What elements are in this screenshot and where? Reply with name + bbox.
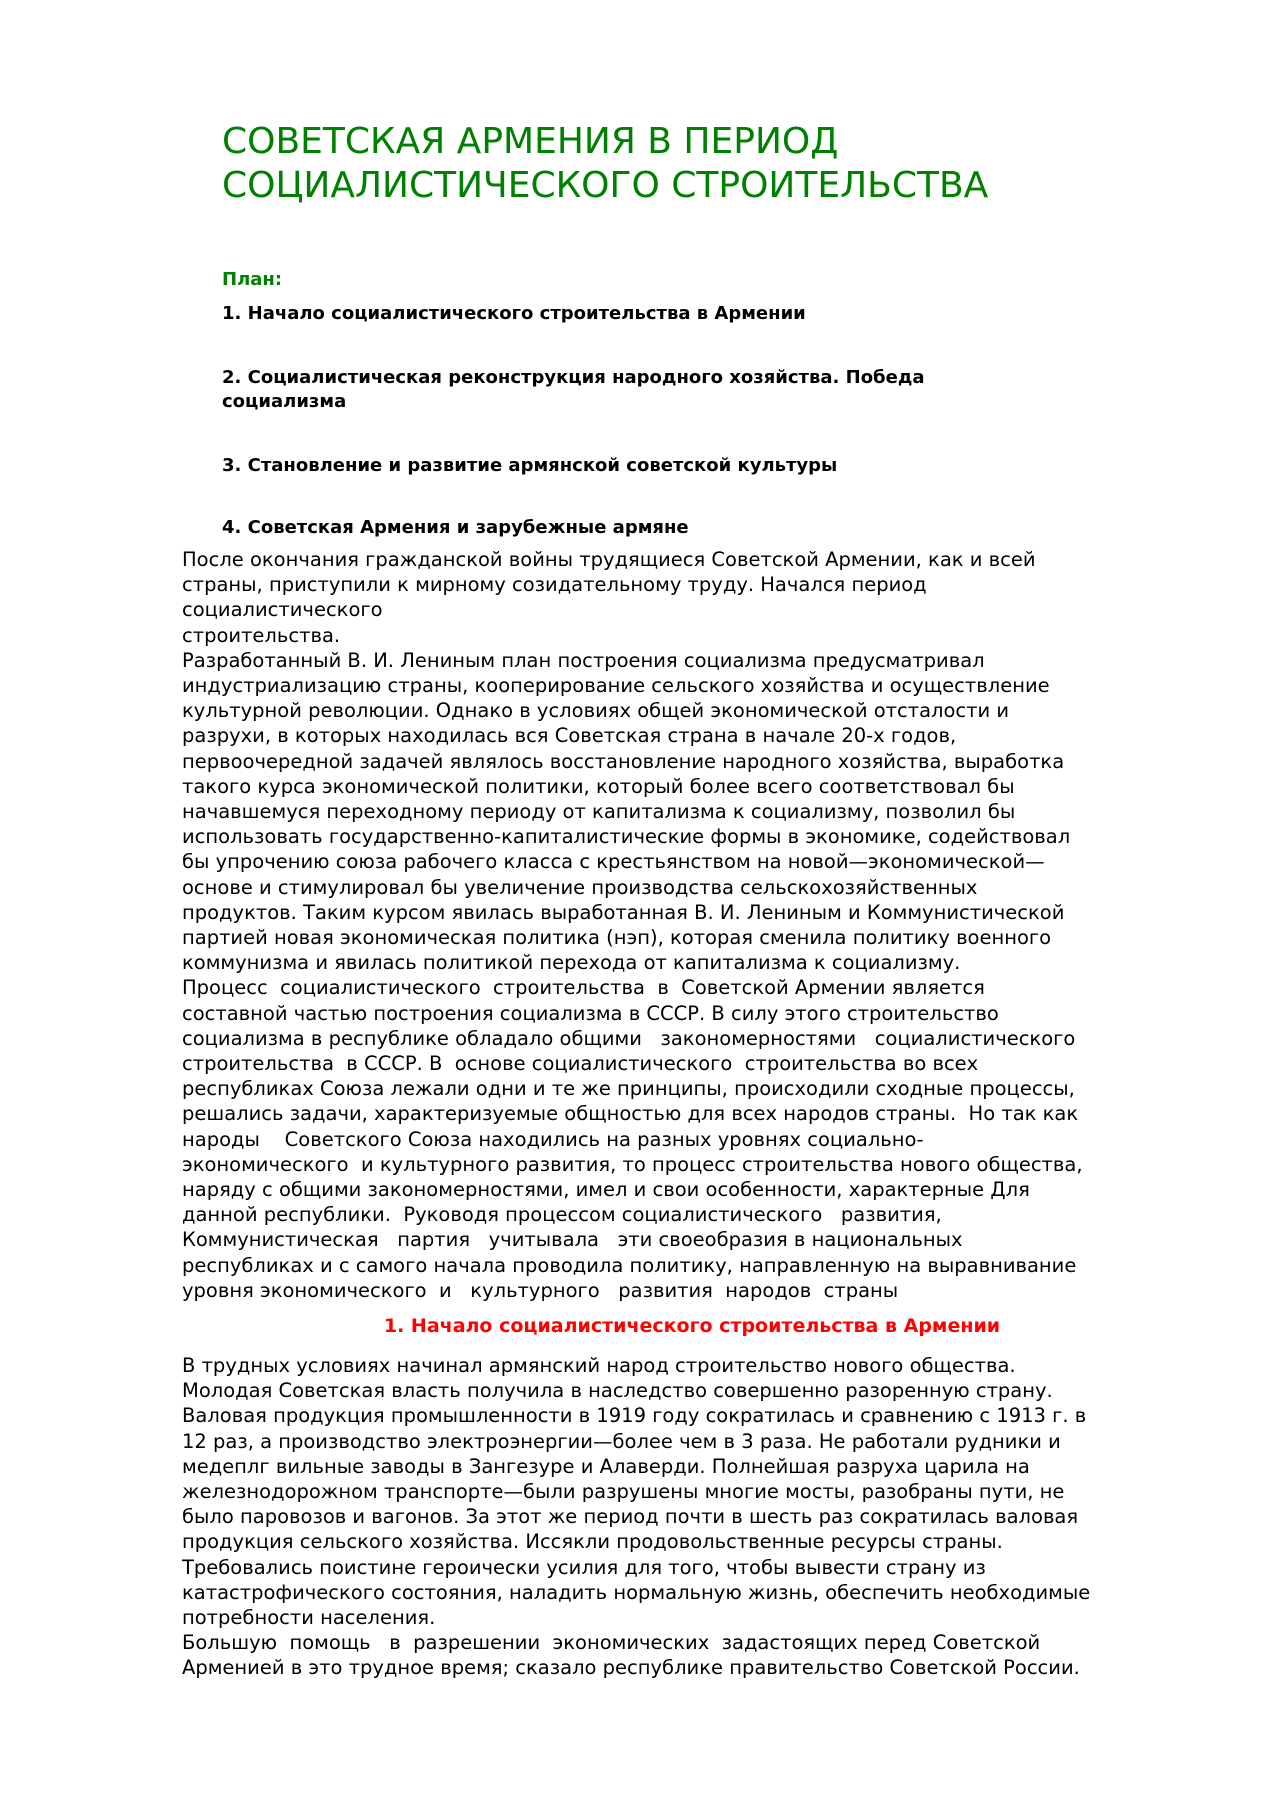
text-line: наряду с общими закономерностями, имел и свои особенности, характерные Для bbox=[182, 1178, 1030, 1202]
plan-item-1 bbox=[222, 302, 806, 326]
text-line: катастрофического состояния, наладить нормальную жизнь, обеспечить необходимые bbox=[182, 1580, 1091, 1604]
text-line: страны, приступили к мирному созидательному труду. Начался период bbox=[182, 573, 927, 597]
text-line: партией новая экономическая политика (нэп), которая сменила политику военного bbox=[182, 926, 1052, 950]
text-line: разрухи, в которых находилась вся Советская страна в начале 20-х годов, bbox=[182, 724, 957, 748]
page-title bbox=[222, 120, 1122, 208]
plan-item-2 bbox=[222, 366, 925, 414]
text-line: В трудных условиях начинал армянский народ строительство нового общества. bbox=[182, 1354, 1016, 1377]
text-line: первоочередной задачей являлось восстановление народного хозяйства, выработка bbox=[182, 749, 1065, 773]
text-line: использовать государственно-капиталистические формы в экономике, содействовал bbox=[182, 825, 1071, 849]
text-line: уровня экономического и культурного развития народов страны bbox=[182, 1278, 899, 1302]
text-line: продуктов. Таким курсом явилась выработанная В. И. Лениным и Коммунистической bbox=[182, 900, 1065, 924]
plan-item-4 bbox=[222, 516, 689, 540]
intro-text bbox=[182, 547, 1202, 1303]
text-line: данной республики. Руководя процессом социалистического развития, bbox=[182, 1203, 942, 1227]
plan-item-line: 4. Советская Армения и зарубежные армяне bbox=[222, 517, 689, 538]
plan-item-line: социализма bbox=[222, 391, 347, 412]
text-line: республиках Союза лежали одни и те же принципы, происходили сходные процессы, bbox=[182, 1077, 1075, 1101]
plan-item-line: 1. Начало социалистического строительства в Армении bbox=[222, 303, 806, 324]
title-line-1: СОВЕТСКАЯ АРМЕНИЯ В ПЕРИОД bbox=[222, 121, 839, 162]
section-1-heading: 1. Начало социалистического строительства в Армении bbox=[383, 1315, 1001, 1337]
text-line: Коммунистическая партия учитывала эти своеобразия в национальных bbox=[182, 1228, 963, 1252]
text-line: индустриализацию страны, кооперирование сельского хозяйства и осуществление bbox=[182, 674, 1050, 698]
text-line: потребности населения. bbox=[182, 1606, 436, 1630]
title-line-2: СОЦИАЛИСТИЧЕСКОГО СТРОИТЕЛЬСТВА bbox=[222, 165, 989, 206]
text-line: Валовая продукция промышленности в 1919 году сократилась и сравнению с 1913 г. в bbox=[182, 1404, 1087, 1428]
text-line: народы Советского Союза находились на разных уровнях социально- bbox=[182, 1127, 924, 1151]
text-line: было паровозов и вагонов. За этот же период почти в шесть раз сократилась валовая bbox=[182, 1505, 1079, 1529]
text-line: медеплг вильные заводы в Зангезуре и Алаверди. Полнейшая разруха царила на bbox=[182, 1454, 1030, 1478]
text-line: коммунизма и явилась политикой перехода от капитализма к социализму. bbox=[182, 951, 961, 975]
text-line: 12 раз, а производство электроэнергии—более чем в 3 раза. Не работали рудники и bbox=[182, 1429, 1061, 1453]
section-1-text bbox=[182, 1353, 1202, 1681]
plan-item-line: 2. Социалистическая реконструкция народного хозяйства. Победа bbox=[222, 367, 925, 388]
text-line: железнодорожном транспорте—были разрушены многие мосты, разобраны пути, не bbox=[182, 1480, 1065, 1504]
text-line: республиках и с самого начала проводила политику, направленную на выравнивание bbox=[182, 1253, 1077, 1277]
text-line: После окончания гражданской войны трудящиеся Советской Армении, как и всей bbox=[182, 548, 1036, 571]
text-line: строительства в СССР. В основе социалистического строительства во всех bbox=[182, 1052, 979, 1076]
text-line: решались задачи, характеризуемые общностью для всех народов страны. Но так как bbox=[182, 1102, 1079, 1126]
text-line: Разработанный В. И. Лениным план построения социализма предусматривал bbox=[182, 648, 985, 672]
plan-item-3 bbox=[222, 454, 837, 478]
text-line: основе и стимулировал бы увеличение производства сельскохозяйственных bbox=[182, 875, 978, 899]
text-line: строительства. bbox=[182, 623, 341, 647]
text-line: бы упрочению союза рабочего класса с крестьянством на новой—экономической— bbox=[182, 850, 1045, 874]
text-line: составной частью построения социализма в СССР. В силу этого строительство bbox=[182, 1001, 999, 1025]
text-line: Большую помощь в разрешении экономических задастоящих перед Советской bbox=[182, 1631, 1041, 1655]
plan-section bbox=[222, 268, 1122, 538]
text-line: такого курса экономической политики, который более всего соответствовал бы bbox=[182, 774, 1015, 798]
text-line: экономического и культурного развития, то процесс строительства нового общества, bbox=[182, 1152, 1083, 1176]
text-line: культурной революции. Однако в условиях общей экономической отсталости и bbox=[182, 699, 1010, 723]
text-line: Процесс социалистического строительства в Советской Армении является bbox=[182, 976, 985, 1000]
text-line: Арменией в это трудное время; сказало республике правительство Советской России. bbox=[182, 1656, 1080, 1680]
text-line: продукция сельского хозяйства. Иссякли продовольственные ресурсы страны. bbox=[182, 1530, 1003, 1554]
plan-item-line: 3. Становление и развитие армянской советской культуры bbox=[222, 455, 838, 476]
text-line: Молодая Советская власть получила в наследство совершенно разоренную страну. bbox=[182, 1379, 1053, 1403]
text-line: начавшемуся переходному периоду от капитализма к социализму, позволил бы bbox=[182, 800, 1016, 824]
text-line: социализма в республике обладало общими закономерностями социалистического bbox=[182, 1026, 1076, 1050]
text-line: социалистического bbox=[182, 598, 383, 622]
plan-heading: План: bbox=[222, 269, 283, 290]
text-line: Требовались поистине героически усилия для того, чтобы вывести страну из bbox=[182, 1555, 986, 1579]
